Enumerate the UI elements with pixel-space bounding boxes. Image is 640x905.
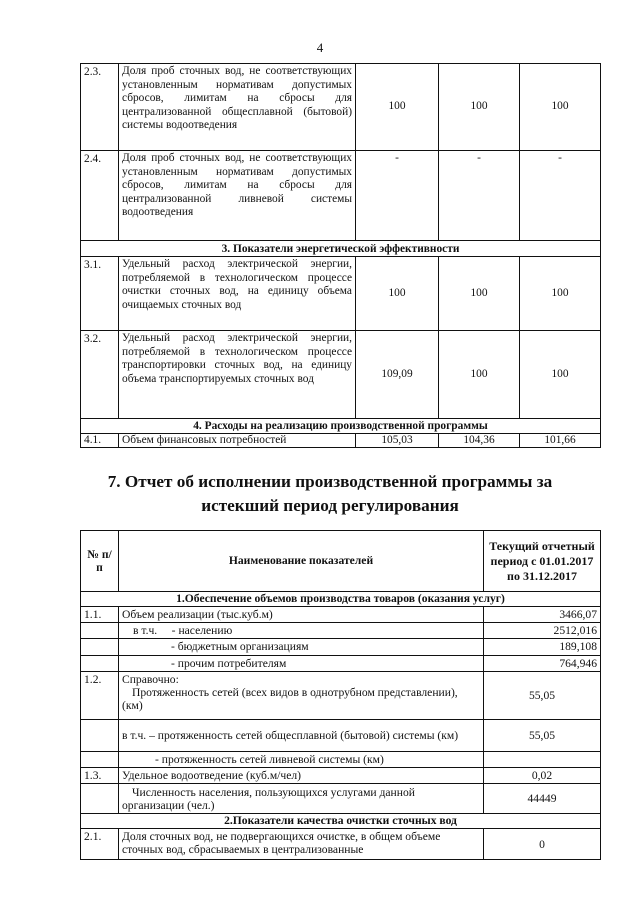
indicator-name: Доля проб сточных вод, не соответствующих установленным нормативам допустимых сбросов, лимитам на сбросы для централизованной общесплавной (бытовой) системы водоотведения [119, 64, 356, 151]
indicator-value: 105,03 [356, 434, 439, 448]
indicator-value: 189,108 [484, 639, 601, 655]
indicator-value: 2512,016 [484, 623, 601, 639]
row-number: 3.2. [81, 331, 119, 419]
table-row [81, 64, 601, 151]
indicator-value: - [356, 151, 439, 241]
indicator-name: Объем финансовых потребностей [119, 434, 356, 448]
indicator-name: - протяженность сетей ливневой системы (км) [119, 751, 484, 767]
table-row [81, 655, 601, 671]
table-row [81, 768, 601, 784]
indicator-name: Доля проб сточных вод, не соответствующих установленным нормативам допустимых сбросов, лимитам на сбросы для централизованной ливневой системы водоотведения [119, 151, 356, 241]
table-row [81, 607, 601, 623]
indicator-value: - [520, 151, 601, 241]
indicator-name [119, 671, 484, 719]
indicator-value: - [439, 151, 520, 241]
indicator-value: 100 [356, 257, 439, 331]
table-row [81, 434, 601, 448]
indicator-name: Удельное водоотведение (куб.м/чел) [119, 768, 484, 784]
program-execution-table [80, 530, 601, 860]
table-row [81, 257, 601, 331]
indicator-value: 0,02 [484, 768, 601, 784]
section-title: 2.Показатели качества очистки сточных вод [81, 814, 601, 829]
indicator-value: 100 [520, 257, 601, 331]
column-header-period: Текущий отчетный период с 01.01.2017 по 31.12.2017 [484, 531, 601, 592]
indicator-name: - прочим потребителям [119, 655, 484, 671]
table-header [81, 531, 601, 592]
page-number: 4 [316, 40, 324, 55]
indicator-value: 109,09 [356, 331, 439, 419]
row-number: 2.4. [81, 151, 119, 241]
indicator-value: 0 [484, 829, 601, 860]
column-header-name: Наименование показателей [119, 531, 484, 592]
section-row [81, 419, 601, 434]
column-header-number: № п/п [81, 531, 119, 592]
indicator-name: Удельный расход электрической энергии, потребляемой в технологическом процессе очистки сточных вод, на единицу объема очищаемых сточных вод [119, 257, 356, 331]
row-number: 2.1. [81, 829, 119, 860]
indicator-value: 3466,07 [484, 607, 601, 623]
table-row [81, 719, 601, 751]
indicator-text: Протяженность сетей (всех видов в однотрубном представлении), (км) [122, 686, 458, 713]
indicator-value [484, 751, 601, 767]
section-heading: 7. Отчет об исполнении производственной программы за истекший период регулирования [107, 472, 553, 515]
row-number: 4.1. [81, 434, 119, 448]
indicator-value: 100 [520, 331, 601, 419]
table-row [81, 639, 601, 655]
row-number: 1.1. [81, 607, 119, 623]
row-number: 1.2. [81, 671, 119, 719]
table-row [81, 671, 601, 719]
table-row [81, 751, 601, 767]
section-row [81, 814, 601, 829]
indicators-table [80, 63, 601, 448]
section-title: 1.Обеспечение объемов производства товаров (оказания услуг) [81, 592, 601, 607]
section-row [81, 241, 601, 257]
indicator-name: - бюджетным организациям [119, 639, 484, 655]
indicator-value: 764,946 [484, 655, 601, 671]
indicator-name: Численность населения, пользующихся услугами данной организации (чел.) [119, 784, 484, 814]
table-row [81, 623, 601, 639]
indicator-value: 100 [439, 64, 520, 151]
indicator-name: в т.ч. – протяженность сетей общесплавной (бытовой) системы (км) [119, 719, 484, 751]
indicator-value: 101,66 [520, 434, 601, 448]
indicator-value: 44449 [484, 784, 601, 814]
indicator-value: 55,05 [484, 719, 601, 751]
row-number: 3.1. [81, 257, 119, 331]
indicator-name: Удельный расход электрической энергии, потребляемой в технологическом процессе транспортировки сточных вод, на единицу объема транспортируемых сточных вод [119, 331, 356, 419]
section-row [81, 592, 601, 607]
indicator-value: 100 [439, 257, 520, 331]
indicator-value: 100 [356, 64, 439, 151]
section-title: 4. Расходы на реализацию производственной программы [81, 419, 601, 434]
indicator-name: Объем реализации (тыс.куб.м) [119, 607, 484, 623]
indicator-name: в т.ч. - населению [119, 623, 484, 639]
indicator-value: 104,36 [439, 434, 520, 448]
section-title: 3. Показатели энергетической эффективности [81, 241, 601, 257]
reference-label: Справочно: [122, 672, 179, 686]
indicator-value: 100 [520, 64, 601, 151]
indicator-value: 55,05 [484, 671, 601, 719]
row-number: 2.3. [81, 64, 119, 151]
indicator-value: 100 [439, 331, 520, 419]
row-number: 1.3. [81, 768, 119, 784]
table-row [81, 331, 601, 419]
table-row [81, 784, 601, 814]
indicator-name: Доля сточных вод, не подвергающихся очистке, в общем объеме сточных вод, сбрасываемых в централизованные [119, 829, 484, 860]
table-row [81, 151, 601, 241]
table-row [81, 829, 601, 860]
